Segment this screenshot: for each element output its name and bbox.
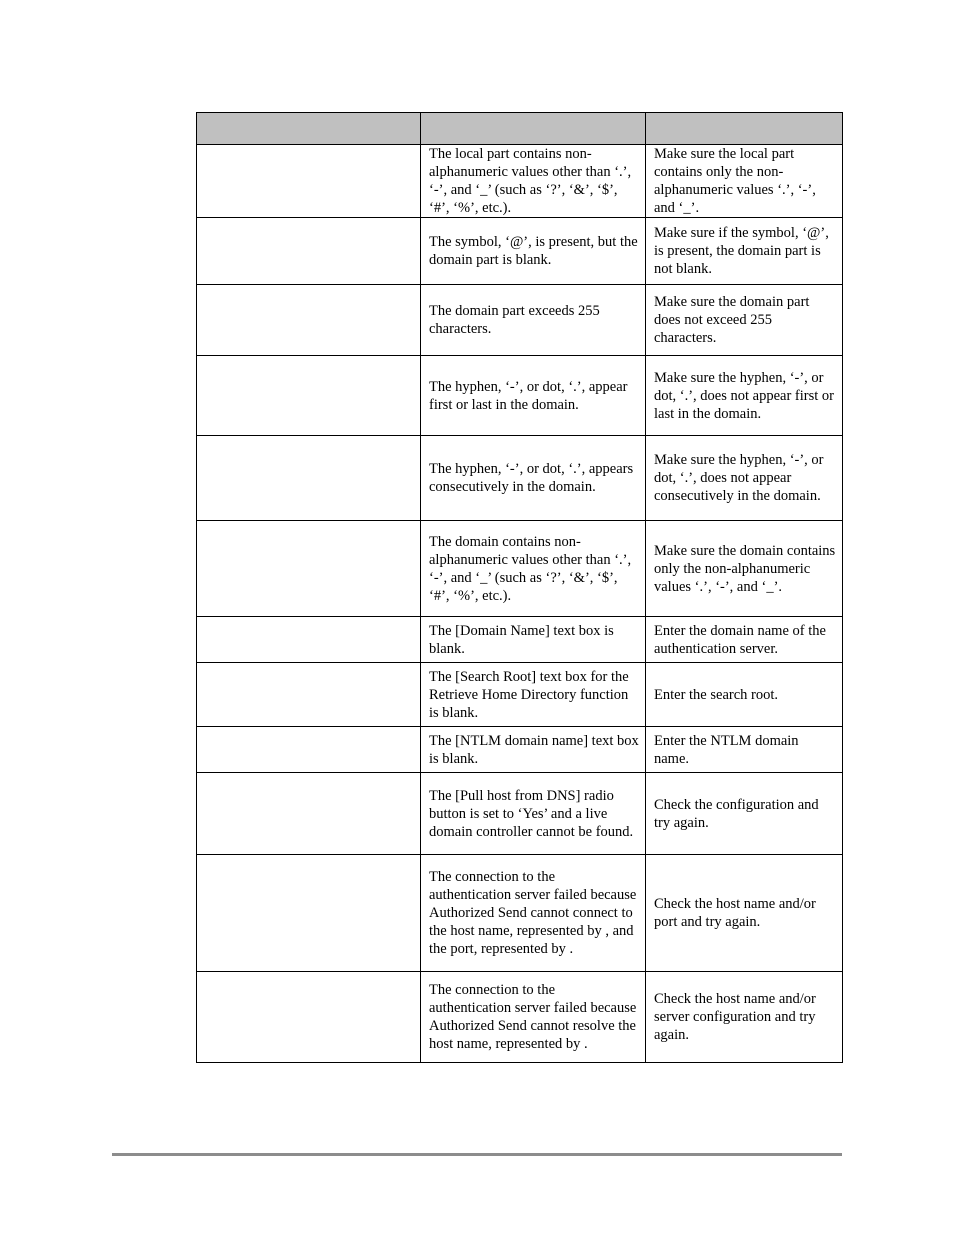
footer-divider — [112, 1153, 842, 1156]
solution-cell: Make sure if the symbol, ‘@’, is present, the domain part is not blank. — [646, 218, 843, 285]
table-row — [197, 617, 843, 663]
cause-cell: The [Pull host from DNS] radio button is set to ‘Yes’ and a live domain controller cannot be found. — [421, 773, 646, 855]
solution-cell: Make sure the domain part does not exceed 255 characters. — [646, 285, 843, 356]
table-row — [197, 855, 843, 972]
cause-cell: The symbol, ‘@’, is present, but the domain part is blank. — [421, 218, 646, 285]
cause-cell: The hyphen, ‘-’, or dot, ‘.’, appears consecutively in the domain. — [421, 436, 646, 521]
table-row — [197, 727, 843, 773]
header-cell-message — [197, 113, 421, 145]
cause-cell: The connection to the authentication server failed because Authorized Send cannot resolve the host name, represented by . — [421, 972, 646, 1063]
table-row — [197, 663, 843, 727]
message-cell — [197, 521, 421, 617]
table-row — [197, 521, 843, 617]
table-header-row — [197, 113, 843, 145]
message-cell — [197, 356, 421, 436]
header-cell-cause — [421, 113, 646, 145]
table-row — [197, 773, 843, 855]
solution-cell: Enter the domain name of the authentication server. — [646, 617, 843, 663]
solution-cell: Check the host name and/or server configuration and try again. — [646, 972, 843, 1063]
cause-cell: The [Domain Name] text box is blank. — [421, 617, 646, 663]
cause-cell: The [Search Root] text box for the Retrieve Home Directory function is blank. — [421, 663, 646, 727]
message-cell — [197, 972, 421, 1063]
cause-cell: The local part contains non-alphanumeric values other than ‘.’, ‘-’, and ‘_’ (such as ‘?’, ‘&’, ‘$’, ‘#’, ‘%’, etc.). — [421, 145, 646, 218]
solution-cell: Make sure the hyphen, ‘-’, or dot, ‘.’, does not appear consecutively in the domain. — [646, 436, 843, 521]
cause-cell: The [NTLM domain name] text box is blank. — [421, 727, 646, 773]
message-cell — [197, 727, 421, 773]
message-cell — [197, 218, 421, 285]
table-row — [197, 972, 843, 1063]
solution-cell: Make sure the local part contains only the non-alphanumeric values ‘.’, ‘-’, and ‘_’. — [646, 145, 843, 218]
table-row — [197, 436, 843, 521]
cause-cell: The connection to the authentication server failed because Authorized Send cannot connect to the host name, represented by , and the port, represented by . — [421, 855, 646, 972]
message-cell — [197, 617, 421, 663]
solution-cell: Enter the search root. — [646, 663, 843, 727]
message-cell — [197, 855, 421, 972]
solution-cell: Make sure the domain contains only the non-alphanumeric values ‘.’, ‘-’, and ‘_’. — [646, 521, 843, 617]
message-cell — [197, 773, 421, 855]
solution-cell: Enter the NTLM domain name. — [646, 727, 843, 773]
solution-cell: Check the host name and/or port and try again. — [646, 855, 843, 972]
error-message-table — [196, 112, 843, 1063]
cause-cell: The domain contains non-alphanumeric values other than ‘.’, ‘-’, and ‘_’ (such as ‘?’, ‘&’, ‘$’, ‘#’, ‘%’, etc.). — [421, 521, 646, 617]
solution-cell: Check the configuration and try again. — [646, 773, 843, 855]
cause-cell: The hyphen, ‘-’, or dot, ‘.’, appear first or last in the domain. — [421, 356, 646, 436]
message-cell — [197, 145, 421, 218]
table-row — [197, 285, 843, 356]
table-row — [197, 218, 843, 285]
table-row — [197, 356, 843, 436]
message-cell — [197, 436, 421, 521]
message-cell — [197, 285, 421, 356]
message-cell — [197, 663, 421, 727]
solution-cell: Make sure the hyphen, ‘-’, or dot, ‘.’, does not appear first or last in the domain. — [646, 356, 843, 436]
cause-cell: The domain part exceeds 255 characters. — [421, 285, 646, 356]
header-cell-solution — [646, 113, 843, 145]
table-row — [197, 145, 843, 218]
